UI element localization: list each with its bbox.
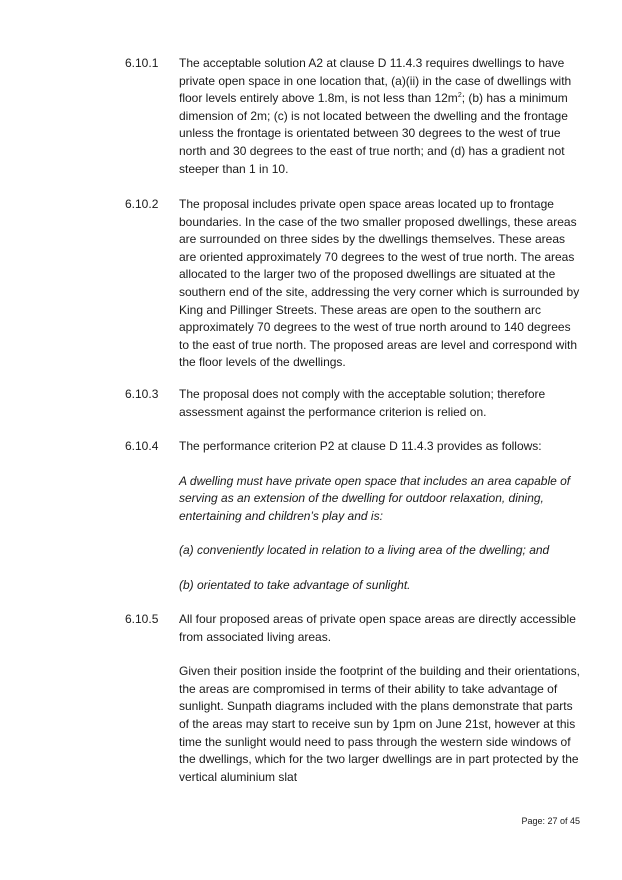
quote-main: A dwelling must have private open space that includes an area capable of serving as an extension of the dwelling for outdoor relaxation, dining, entertaining and children’s play and is: — [179, 473, 571, 523]
clause-text: The performance criterion P2 at clause D 11.4.3 provides as follows: — [179, 439, 542, 453]
clause-text: All four proposed areas of private open space areas are directly accessible from associated living areas. — [179, 612, 576, 644]
clause-body — [179, 611, 583, 786]
clause-text-part-2: ; (b) has a minimum dimension of 2m; (c) is not located between the dwelling and the frontage unless the frontage is orientated between 30 degrees to the west of true north and 30 degrees to the east of true north; and (d) has a gradient not steeper than 1 in 10. — [179, 91, 568, 176]
clause-body — [179, 438, 583, 595]
clause-body — [179, 386, 583, 421]
clause-text-continued: Given their position inside the footprint of the building and their orientations, the areas are compromised in terms of their ability to take advantage of sunlight. Sunpath diagrams included with the plans demonstrate that parts of the areas may start to receive sun by 1pm on June 21st, however at this time the sunlight would need to pass through the western side windows of the dwellings, which for the two larger dwellings are in part protected by the vertical aluminium slat — [179, 664, 580, 784]
clause-body — [179, 55, 583, 178]
quote-item-a: (a) conveniently located in relation to a living area of the dwelling; and — [179, 543, 550, 558]
clause-6-10-5 — [125, 611, 585, 786]
clause-number: 6.10.5 — [125, 612, 159, 626]
clause-number: 6.10.4 — [125, 439, 159, 453]
clause-number: 6.10.1 — [125, 56, 159, 70]
clause-6-10-3 — [125, 386, 585, 421]
clause-6-10-4 — [125, 438, 585, 595]
superscript: 2 — [457, 92, 462, 100]
clause-text: The proposal does not comply with the acceptable solution; therefore assessment against the performance criterion is relied on. — [179, 387, 546, 419]
clause-text-part-1: The acceptable solution A2 at clause D 11.4.3 requires dwellings to have private open space in one location that, (a)(ii) in the case of dwellings with floor levels entirely above 1.8m, is not less than 12m — [179, 56, 572, 106]
clause-6-10-2 — [125, 196, 585, 372]
clause-number: 6.10.2 — [125, 197, 159, 211]
clause-6-10-1 — [125, 55, 585, 178]
clause-text — [179, 55, 583, 178]
quote-item-b: (b) orientated to take advantage of sunlight. — [179, 577, 411, 592]
clause-number: 6.10.3 — [125, 387, 159, 401]
page-number: Page: 27 of 45 — [521, 816, 580, 826]
clause-text: The proposal includes private open space areas located up to frontage boundaries. In the case of the two smaller proposed dwellings, these areas are surrounded on three sides by the dwellings themselves. These areas are oriented approximately 70 degrees to the west of true north. The areas allocated to the larger two of the proposed dwellings are situated at the southern end of the site, addressing the very corner which is surrounded by King and Pillinger Streets. These areas are open to the southern arc approximately 70 degrees to the west of true north around to 140 degrees to the east of true north. The proposed areas are level and correspond with the floor levels of the dwellings. — [179, 197, 580, 370]
clause-body — [179, 196, 583, 372]
